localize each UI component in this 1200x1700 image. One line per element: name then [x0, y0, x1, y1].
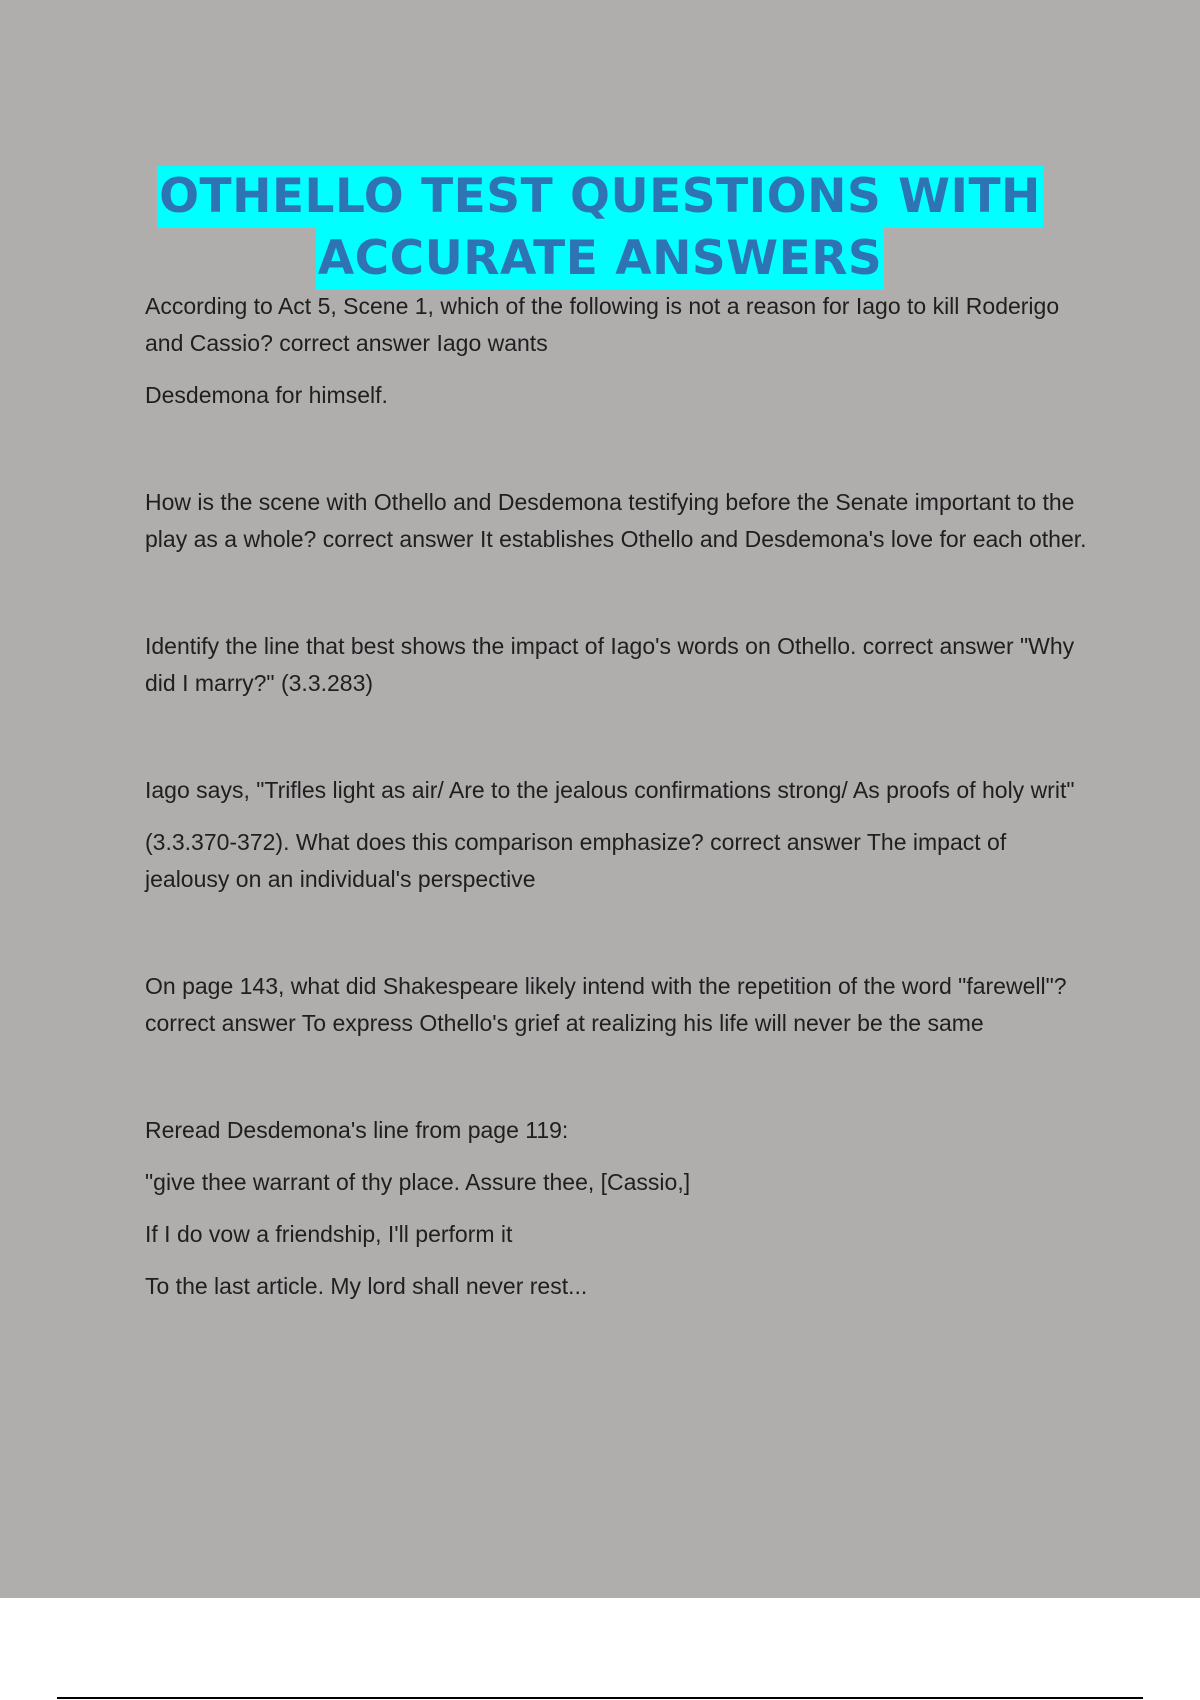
- question-3-text: Identify the line that best shows the impact of Iago's words on Othello. correct answer "Why did I marry?" (3.3.283): [145, 633, 1075, 696]
- question-6-quote-line-3: To the last article. My lord shall never rest...: [145, 1273, 588, 1299]
- title-line-2: ACCURATE ANSWERS: [316, 228, 885, 290]
- question-6-quote-line-1: "give thee warrant of thy place. Assure thee, [Cassio,]: [145, 1169, 691, 1195]
- question-1-text: According to Act 5, Scene 1, which of the following is not a reason for Iago to kill Roderigo and Cassio? correct answer Iago wants: [145, 293, 1060, 356]
- document-body: [145, 288, 1090, 1305]
- question-6-text: Reread Desdemona's line from page 119:: [145, 1117, 569, 1143]
- question-4-quote: Iago says, "Trifles light as air/ Are to the jealous confirmations strong/ As proofs of holy writ": [145, 777, 1075, 803]
- footer-divider: [57, 1697, 1143, 1699]
- title-line-1: OTHELLO TEST QUESTIONS WITH: [157, 166, 1043, 228]
- question-1-answer-continued: Desdemona for himself.: [145, 382, 388, 408]
- document-title: [0, 166, 1200, 290]
- question-4-text: (3.3.370-372). What does this comparison emphasize? correct answer The impact of jealousy on an individual's perspective: [145, 829, 1007, 892]
- question-5-text: On page 143, what did Shakespeare likely intend with the repetition of the word "farewell"? correct answer To express Othello's grief at realizing his life will never be the same: [145, 973, 1067, 1036]
- question-2-text: How is the scene with Othello and Desdemona testifying before the Senate important to the play as a whole? correct answer It establishes Othello and Desdemona's love for each other.: [145, 489, 1087, 552]
- question-6-quote-line-2: If I do vow a friendship, I'll perform it: [145, 1221, 513, 1247]
